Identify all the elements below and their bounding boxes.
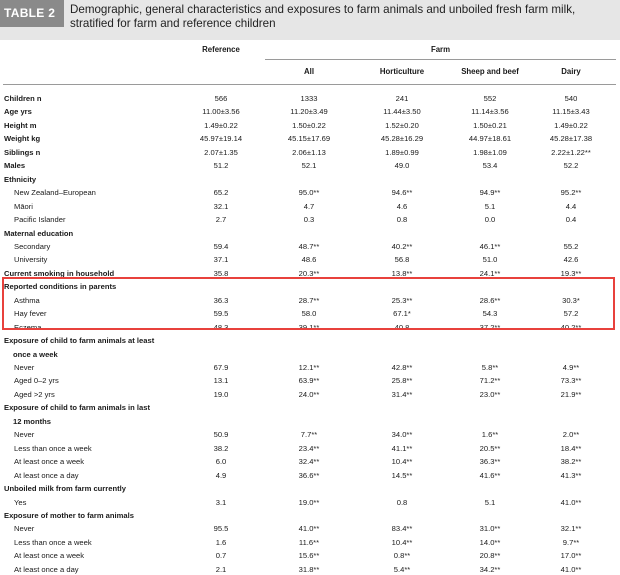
- row-value: 95.0**: [298, 188, 320, 198]
- row-value: 5.1: [484, 497, 496, 507]
- row-label: University: [14, 255, 48, 265]
- row-value: 11.6**: [298, 537, 320, 547]
- row-label: Pacific Islander: [14, 215, 66, 225]
- row-value: 39.1**: [298, 322, 320, 332]
- row-label: Less than once a week: [14, 537, 92, 547]
- row-value: 18.4**: [560, 443, 582, 453]
- table-tag: TABLE 2: [0, 0, 64, 27]
- row-value: 31.0**: [479, 524, 501, 534]
- row-value: 38.2**: [560, 457, 582, 467]
- row-value: 17.0**: [560, 551, 582, 561]
- row-value: 36.3**: [479, 457, 501, 467]
- row-value: 1.98±1.09: [473, 147, 507, 157]
- row-label: Maternal education: [4, 228, 74, 238]
- row-value: 1.6**: [481, 430, 499, 440]
- row-value: 13.8**: [391, 268, 413, 278]
- row-value: 24.0**: [298, 389, 320, 399]
- row-value: 11.44±3.50: [383, 107, 421, 117]
- row-value: 9.7**: [562, 537, 580, 547]
- column-header-sheep-and-beef: Sheep and beef: [461, 67, 519, 76]
- row-value: 2.06±1.13: [292, 147, 326, 157]
- row-label: Māori: [14, 201, 33, 211]
- row-value: 41.0**: [560, 497, 582, 507]
- row-value: 10.4**: [391, 457, 413, 467]
- row-value: 41.6**: [479, 470, 501, 480]
- row-value: 5.8**: [481, 363, 499, 372]
- column-header-all: All: [304, 67, 314, 76]
- row-label: Aged 0–2 yrs: [14, 376, 59, 386]
- row-value: 42.8**: [391, 363, 413, 372]
- row-value: 59.5: [213, 309, 229, 319]
- row-label: Eczema: [14, 322, 42, 332]
- row-value: 1.50±0.22: [292, 120, 326, 130]
- row-value: 36.3: [213, 295, 229, 305]
- row-value: 21.9**: [560, 389, 582, 399]
- row-value: 0.0: [484, 215, 496, 225]
- row-value: 94.9**: [479, 188, 501, 198]
- row-value: 19.0: [213, 389, 229, 399]
- row-value: 67.9: [213, 363, 229, 372]
- header-rule: [3, 84, 616, 85]
- row-value: 2.0**: [562, 430, 580, 440]
- row-value: 40.2**: [560, 322, 582, 332]
- row-value: 56.8: [394, 255, 410, 265]
- row-value: 1.50±0.21: [473, 120, 507, 130]
- row-label: Exposure of child to farm animals in last: [4, 403, 151, 413]
- row-value: 23.4**: [298, 443, 320, 453]
- row-value: 30.3*: [562, 295, 580, 305]
- row-value: 1.6: [215, 537, 227, 547]
- row-value: 48.6: [301, 255, 317, 265]
- reference-column-header: Reference: [202, 45, 240, 54]
- row-value: 35.8: [213, 268, 229, 278]
- row-value: 2.7: [215, 215, 227, 225]
- row-value: 0.7: [215, 551, 227, 561]
- row-value: 2.07±1.35: [204, 147, 238, 157]
- row-value: 552: [483, 94, 497, 103]
- row-value: 53.4: [482, 161, 498, 171]
- row-label: once a week: [13, 349, 58, 359]
- row-value: 55.2: [563, 241, 579, 251]
- row-value: 20.3**: [298, 268, 320, 278]
- row-value: 4.9**: [562, 363, 580, 372]
- row-value: 42.6: [563, 255, 579, 265]
- row-value: 0.8**: [393, 551, 411, 561]
- row-value: 2.22±1.22**: [551, 147, 591, 157]
- row-value: 11.15±3.43: [552, 107, 590, 117]
- row-value: 41.3**: [560, 470, 582, 480]
- row-label: New Zealand–European: [14, 188, 96, 198]
- row-value: 14.0**: [479, 537, 501, 547]
- highlight-box: [2, 277, 615, 330]
- row-value: 41.0**: [560, 564, 582, 574]
- row-value: 45.15±17.69: [287, 134, 331, 144]
- row-value: 0.3: [303, 215, 315, 225]
- row-value: 65.2: [213, 188, 229, 198]
- row-label: Never: [14, 430, 35, 440]
- row-value: 1.52±0.20: [385, 120, 419, 130]
- row-value: 45.28±16.29: [380, 134, 424, 144]
- row-label: At least once a day: [14, 470, 79, 480]
- row-value: 13.1: [213, 376, 229, 386]
- row-label: Asthma: [14, 295, 40, 305]
- row-value: 11.20±3.49: [290, 107, 328, 117]
- row-value: 54.3: [482, 309, 498, 319]
- row-value: 94.6**: [391, 188, 413, 198]
- row-value: 71.2**: [479, 376, 501, 386]
- row-value: 63.9**: [298, 376, 320, 386]
- row-value: 73.3**: [560, 376, 582, 386]
- row-value: 25.8**: [391, 376, 413, 386]
- row-label: Unboiled milk from farm currently: [4, 484, 126, 494]
- row-value: 37.1: [213, 255, 229, 265]
- row-value: 95.5: [213, 524, 229, 534]
- row-label: Never: [14, 363, 35, 372]
- row-value: 37.2**: [479, 322, 501, 332]
- row-value: 4.6: [396, 201, 408, 211]
- row-value: 1.49±0.22: [554, 120, 588, 130]
- row-value: 5.4**: [393, 564, 411, 574]
- row-value: 36.6**: [298, 470, 320, 480]
- row-value: 51.2: [213, 161, 229, 171]
- row-label: Siblings n: [4, 147, 41, 157]
- row-label: Weight kg: [4, 134, 41, 144]
- row-value: 4.9: [215, 470, 227, 480]
- row-value: 5.1: [484, 201, 496, 211]
- row-value: 41.0**: [298, 524, 320, 534]
- row-value: 59.4: [213, 241, 229, 251]
- table-caption: Demographic, general characteristics and exposures to farm animals and unboiled fresh farm milk, stratified for farm and reference children: [70, 3, 576, 30]
- row-value: 31.4**: [391, 389, 413, 399]
- row-value: 83.4**: [391, 524, 413, 534]
- row-value: 11.00±3.56: [202, 107, 240, 117]
- row-value: 50.9: [213, 430, 229, 440]
- row-label: At least once a week: [14, 457, 85, 467]
- row-value: 32.1**: [560, 524, 582, 534]
- row-label: Children n: [4, 94, 42, 103]
- row-value: 52.1: [301, 161, 317, 171]
- row-value: 38.2: [213, 443, 229, 453]
- row-value: 34.0**: [391, 430, 413, 440]
- row-value: 52.2: [563, 161, 579, 171]
- row-value: 40.2**: [391, 241, 413, 251]
- row-value: 0.4: [565, 215, 577, 225]
- row-value: 20.8**: [479, 551, 501, 561]
- row-value: 1333: [300, 94, 318, 103]
- row-value: 15.6**: [298, 551, 320, 561]
- row-value: 0.8: [396, 497, 408, 507]
- row-value: 67.1*: [393, 309, 411, 319]
- row-label: Ethnicity: [4, 174, 37, 184]
- row-value: 7.7**: [300, 430, 318, 440]
- row-value: 3.1: [215, 497, 227, 507]
- row-value: 34.2**: [479, 564, 501, 574]
- row-value: 12.1**: [298, 363, 320, 372]
- row-value: 57.2: [563, 309, 579, 319]
- row-value: 44.97±18.61: [468, 134, 512, 144]
- row-value: 95.2**: [560, 188, 582, 198]
- row-value: 48.3: [213, 322, 229, 332]
- row-value: 241: [395, 94, 409, 103]
- row-value: 51.0: [482, 255, 498, 265]
- row-value: 45.28±17.38: [549, 134, 593, 144]
- row-value: 10.4**: [391, 537, 413, 547]
- row-value: 14.5**: [391, 470, 413, 480]
- row-value: 32.4**: [298, 457, 320, 467]
- row-label: At least once a week: [14, 551, 85, 561]
- row-value: 6.0: [215, 457, 227, 467]
- row-value: 45.97±19.14: [199, 134, 243, 144]
- row-value: 23.0**: [479, 389, 501, 399]
- row-label: Never: [14, 524, 35, 534]
- row-label: Age yrs: [4, 107, 32, 117]
- row-value: 0.8: [396, 215, 408, 225]
- column-header-dairy: Dairy: [561, 67, 581, 76]
- row-value: 28.6**: [479, 295, 501, 305]
- row-value: 58.0: [301, 309, 317, 319]
- row-value: 4.7: [303, 201, 315, 211]
- table-header-bar: [0, 0, 620, 40]
- farm-group-header: Farm: [430, 45, 451, 54]
- row-label: Reported conditions in parents: [4, 282, 117, 292]
- row-label: Yes: [14, 497, 27, 507]
- farm-group-rule: [265, 59, 616, 60]
- row-value: 46.1**: [479, 241, 501, 251]
- row-value: 19.0**: [298, 497, 320, 507]
- row-value: 32.1: [213, 201, 229, 211]
- row-value: 1.89±0.99: [385, 147, 419, 157]
- row-label: Current smoking in household: [4, 268, 115, 278]
- row-label: Aged >2 yrs: [14, 389, 55, 399]
- row-value: 24.1**: [479, 268, 501, 278]
- row-label: Males: [4, 161, 26, 171]
- row-label: Hay fever: [14, 309, 47, 319]
- row-label: Height m: [4, 120, 37, 130]
- row-label: Secondary: [14, 241, 51, 251]
- row-value: 1.49±0.22: [204, 120, 238, 130]
- row-label: Exposure of child to farm animals at least: [4, 336, 155, 346]
- row-value: 540: [564, 94, 578, 103]
- row-value: 41.1**: [391, 443, 413, 453]
- row-value: 11.14±3.56: [471, 107, 509, 117]
- row-value: 20.5**: [479, 443, 501, 453]
- row-value: 566: [214, 94, 228, 103]
- row-value: 19.3**: [560, 268, 582, 278]
- row-value: 28.7**: [298, 295, 320, 305]
- column-header-horticulture: Horticulture: [379, 67, 425, 76]
- row-label: Less than once a week: [14, 443, 92, 453]
- row-value: 2.1: [215, 564, 227, 574]
- row-label: Exposure of mother to farm animals: [4, 510, 134, 520]
- row-value: 49.0: [394, 161, 410, 171]
- row-label: At least once a day: [14, 564, 79, 574]
- row-label: 12 months: [13, 416, 51, 426]
- row-value: 4.4: [565, 201, 577, 211]
- row-value: 25.3**: [391, 295, 413, 305]
- row-value: 40.8: [394, 322, 410, 332]
- row-value: 48.7**: [298, 241, 320, 251]
- row-value: 31.8**: [298, 564, 320, 574]
